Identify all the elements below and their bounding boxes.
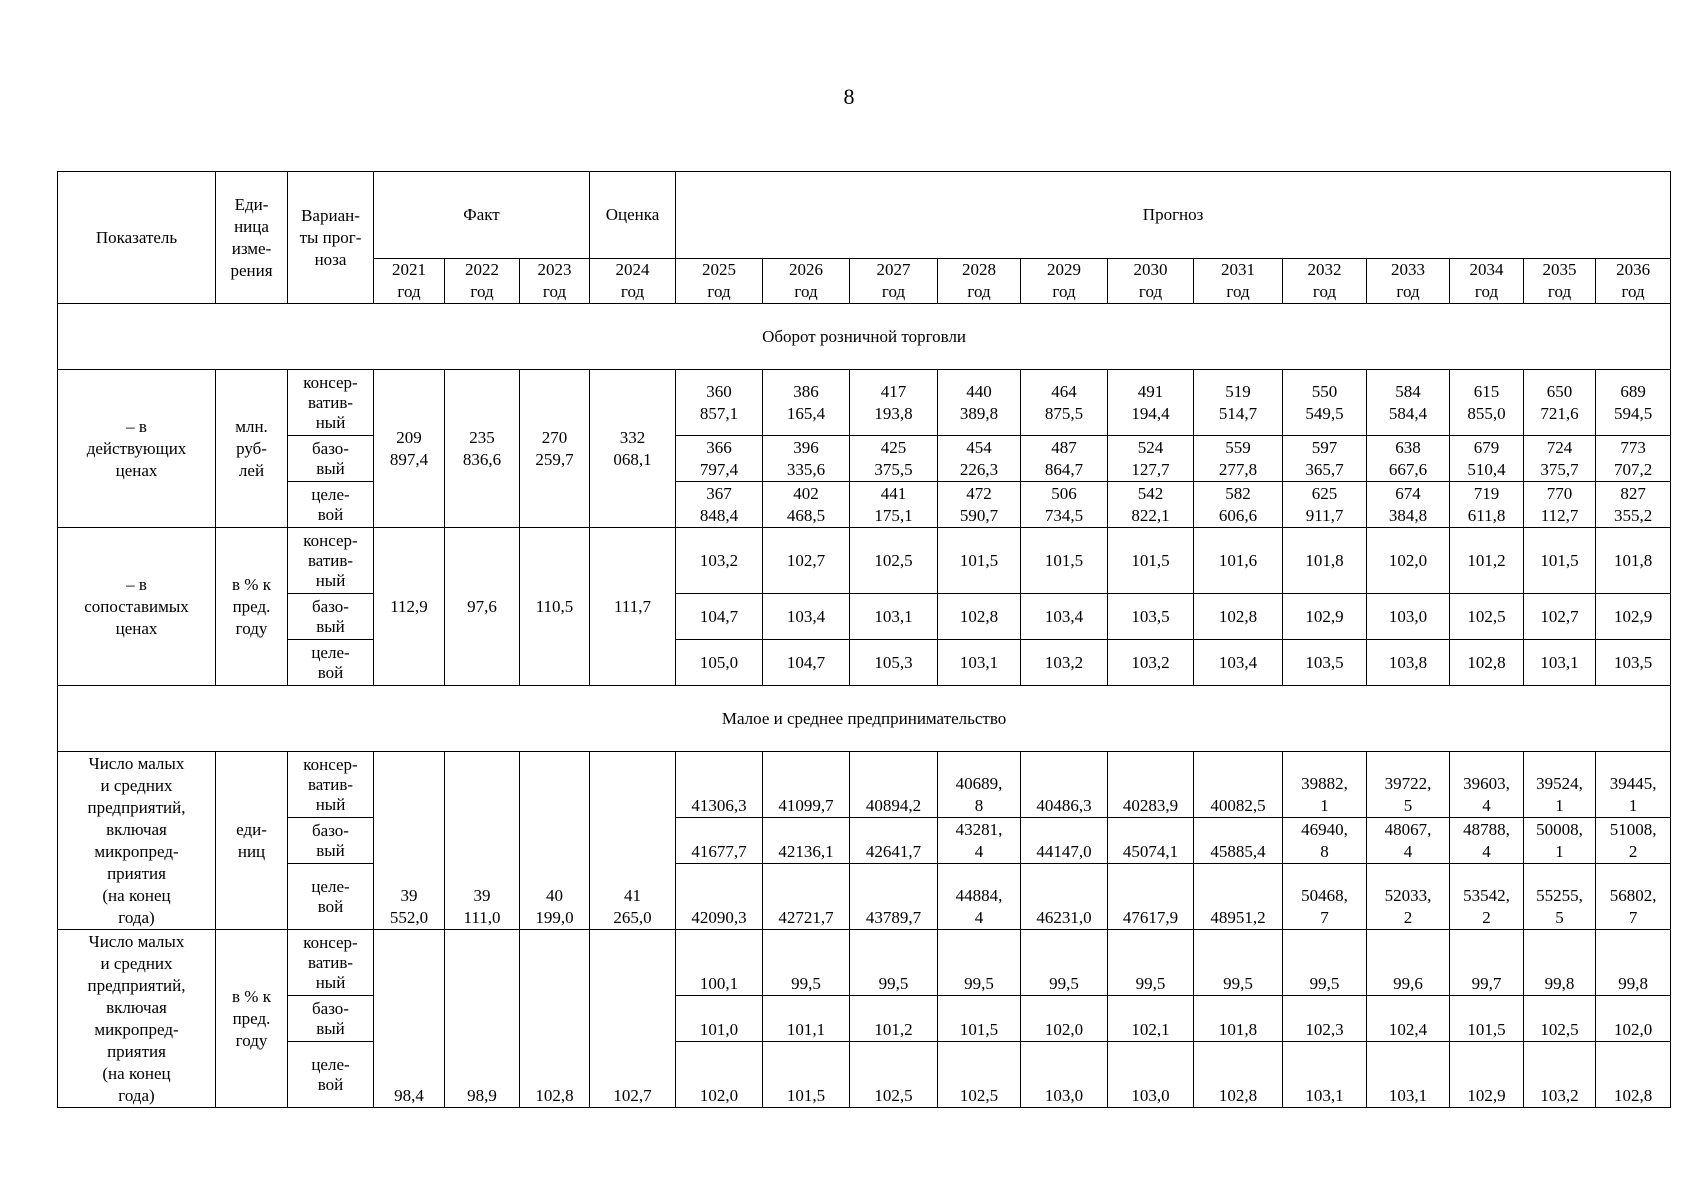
forecast-value: 101,5 bbox=[1450, 996, 1524, 1042]
forecast-value: 101,5 bbox=[938, 528, 1021, 594]
forecast-value: 625 911,7 bbox=[1283, 482, 1367, 528]
variant-label: базо- вый bbox=[288, 818, 374, 864]
forecast-value: 102,0 bbox=[1367, 528, 1450, 594]
forecast-value: 103,1 bbox=[1367, 1042, 1450, 1108]
forecast-value: 101,5 bbox=[938, 996, 1021, 1042]
forecast-value: 103,5 bbox=[1283, 640, 1367, 686]
history-value: 332 068,1 bbox=[590, 370, 676, 528]
forecast-value: 101,8 bbox=[1596, 528, 1671, 594]
forecast-value: 101,8 bbox=[1283, 528, 1367, 594]
history-value: 98,9 bbox=[445, 930, 520, 1108]
forecast-value: 101,5 bbox=[1021, 528, 1108, 594]
header-year: 2021 год bbox=[374, 259, 445, 304]
forecast-value: 101,5 bbox=[1524, 528, 1596, 594]
forecast-value: 48067, 4 bbox=[1367, 818, 1450, 864]
forecast-value: 99,7 bbox=[1450, 930, 1524, 996]
unit-label: в % к пред. году bbox=[216, 528, 288, 686]
header-year: 2030 год bbox=[1108, 259, 1194, 304]
forecast-value: 827 355,2 bbox=[1596, 482, 1671, 528]
history-value: 235 836,6 bbox=[445, 370, 520, 528]
history-value: 39 111,0 bbox=[445, 752, 520, 930]
forecast-value: 102,9 bbox=[1283, 594, 1367, 640]
header-estimate: Оценка bbox=[590, 172, 676, 259]
header-year: 2032 год bbox=[1283, 259, 1367, 304]
forecast-value: 102,5 bbox=[850, 528, 938, 594]
forecast-value: 101,0 bbox=[676, 996, 763, 1042]
forecast-value: 425 375,5 bbox=[850, 436, 938, 482]
forecast-value: 102,8 bbox=[1450, 640, 1524, 686]
page-number: 8 bbox=[843, 84, 855, 109]
forecast-value: 102,7 bbox=[1524, 594, 1596, 640]
table-row bbox=[58, 528, 1671, 594]
forecast-value: 46231,0 bbox=[1021, 864, 1108, 930]
forecast-value: 367 848,4 bbox=[676, 482, 763, 528]
forecast-value: 770 112,7 bbox=[1524, 482, 1596, 528]
forecast-value: 103,0 bbox=[1367, 594, 1450, 640]
forecast-value: 99,5 bbox=[1283, 930, 1367, 996]
header-forecast: Прогноз bbox=[676, 172, 1671, 259]
forecast-value: 386 165,4 bbox=[763, 370, 850, 436]
forecast-value: 102,8 bbox=[1194, 594, 1283, 640]
table-row bbox=[58, 482, 1671, 528]
forecast-value: 674 384,8 bbox=[1367, 482, 1450, 528]
forecast-value: 464 875,5 bbox=[1021, 370, 1108, 436]
history-value: 111,7 bbox=[590, 528, 676, 686]
history-value: 102,7 bbox=[590, 930, 676, 1108]
forecast-value: 42721,7 bbox=[763, 864, 850, 930]
forecast-value: 550 549,5 bbox=[1283, 370, 1367, 436]
history-value: 112,9 bbox=[374, 528, 445, 686]
forecast-value: 101,2 bbox=[1450, 528, 1524, 594]
forecast-value: 454 226,3 bbox=[938, 436, 1021, 482]
history-value: 98,4 bbox=[374, 930, 445, 1108]
table-row bbox=[58, 436, 1671, 482]
forecast-value: 724 375,7 bbox=[1524, 436, 1596, 482]
variant-label: консер- ватив- ный bbox=[288, 370, 374, 436]
history-value: 102,8 bbox=[520, 930, 590, 1108]
variant-label: базо- вый bbox=[288, 996, 374, 1042]
table-row bbox=[58, 930, 1671, 996]
forecast-value: 99,5 bbox=[938, 930, 1021, 996]
forecast-value: 40894,2 bbox=[850, 752, 938, 818]
header-year: 2026 год bbox=[763, 259, 850, 304]
forecast-value: 103,0 bbox=[1021, 1042, 1108, 1108]
forecast-value: 99,5 bbox=[1194, 930, 1283, 996]
forecast-value: 101,1 bbox=[763, 996, 850, 1042]
header-year: 2034 год bbox=[1450, 259, 1524, 304]
forecast-value: 506 734,5 bbox=[1021, 482, 1108, 528]
indicator-label: – в сопоставимых ценах bbox=[58, 528, 216, 686]
forecast-table bbox=[57, 171, 1671, 1108]
forecast-value: 103,8 bbox=[1367, 640, 1450, 686]
forecast-value: 40283,9 bbox=[1108, 752, 1194, 818]
header-year: 2035 год bbox=[1524, 259, 1596, 304]
forecast-value: 487 864,7 bbox=[1021, 436, 1108, 482]
history-value: 209 897,4 bbox=[374, 370, 445, 528]
forecast-value: 103,2 bbox=[1021, 640, 1108, 686]
forecast-value: 99,6 bbox=[1367, 930, 1450, 996]
forecast-value: 103,4 bbox=[1194, 640, 1283, 686]
section-title: Малое и среднее предпринимательство bbox=[58, 686, 1671, 752]
variant-label: базо- вый bbox=[288, 436, 374, 482]
forecast-value: 41306,3 bbox=[676, 752, 763, 818]
header-year: 2031 год bbox=[1194, 259, 1283, 304]
forecast-value: 615 855,0 bbox=[1450, 370, 1524, 436]
forecast-value: 42641,7 bbox=[850, 818, 938, 864]
indicator-label: – в действующих ценах bbox=[58, 370, 216, 528]
forecast-value: 47617,9 bbox=[1108, 864, 1194, 930]
forecast-value: 103,1 bbox=[1283, 1042, 1367, 1108]
variant-label: базо- вый bbox=[288, 594, 374, 640]
header-unit: Еди- ница изме- рения bbox=[216, 172, 288, 304]
header-year: 2025 год bbox=[676, 259, 763, 304]
forecast-value: 103,4 bbox=[1021, 594, 1108, 640]
forecast-value: 99,5 bbox=[1021, 930, 1108, 996]
forecast-value: 103,2 bbox=[1524, 1042, 1596, 1108]
forecast-value: 102,5 bbox=[850, 1042, 938, 1108]
forecast-value: 102,8 bbox=[1194, 1042, 1283, 1108]
forecast-value: 39524, 1 bbox=[1524, 752, 1596, 818]
forecast-value: 40689, 8 bbox=[938, 752, 1021, 818]
forecast-value: 104,7 bbox=[763, 640, 850, 686]
history-value: 39 552,0 bbox=[374, 752, 445, 930]
header-year: 2028 год bbox=[938, 259, 1021, 304]
history-value: 41 265,0 bbox=[590, 752, 676, 930]
forecast-value: 99,5 bbox=[1108, 930, 1194, 996]
forecast-value: 102,8 bbox=[1596, 1042, 1671, 1108]
forecast-value: 103,4 bbox=[763, 594, 850, 640]
forecast-value: 396 335,6 bbox=[763, 436, 850, 482]
forecast-value: 102,5 bbox=[1524, 996, 1596, 1042]
forecast-value: 45074,1 bbox=[1108, 818, 1194, 864]
forecast-value: 42136,1 bbox=[763, 818, 850, 864]
header-year: 2033 год bbox=[1367, 259, 1450, 304]
forecast-value: 102,0 bbox=[1596, 996, 1671, 1042]
indicator-label: Число малых и средних предприятий, включая микропред- приятия (на конец года) bbox=[58, 752, 216, 930]
forecast-value: 45885,4 bbox=[1194, 818, 1283, 864]
forecast-value: 50008, 1 bbox=[1524, 818, 1596, 864]
forecast-value: 102,8 bbox=[938, 594, 1021, 640]
variant-label: консер- ватив- ный bbox=[288, 752, 374, 818]
forecast-value: 584 584,4 bbox=[1367, 370, 1450, 436]
forecast-value: 50468, 7 bbox=[1283, 864, 1367, 930]
forecast-value: 48788, 4 bbox=[1450, 818, 1524, 864]
forecast-value: 105,0 bbox=[676, 640, 763, 686]
header-year: 2029 год bbox=[1021, 259, 1108, 304]
forecast-value: 103,1 bbox=[1524, 640, 1596, 686]
forecast-value: 417 193,8 bbox=[850, 370, 938, 436]
table-row bbox=[58, 640, 1671, 686]
forecast-value: 440 389,8 bbox=[938, 370, 1021, 436]
variant-label: целе- вой bbox=[288, 864, 374, 930]
forecast-value: 39722, 5 bbox=[1367, 752, 1450, 818]
forecast-value: 102,0 bbox=[676, 1042, 763, 1108]
forecast-value: 99,8 bbox=[1524, 930, 1596, 996]
forecast-value: 491 194,4 bbox=[1108, 370, 1194, 436]
forecast-value: 55255, 5 bbox=[1524, 864, 1596, 930]
forecast-value: 103,2 bbox=[1108, 640, 1194, 686]
forecast-value: 102,9 bbox=[1596, 594, 1671, 640]
table-row bbox=[58, 304, 1671, 370]
forecast-value: 104,7 bbox=[676, 594, 763, 640]
history-value: 270 259,7 bbox=[520, 370, 590, 528]
forecast-value: 679 510,4 bbox=[1450, 436, 1524, 482]
forecast-value: 101,2 bbox=[850, 996, 938, 1042]
forecast-value: 52033, 2 bbox=[1367, 864, 1450, 930]
forecast-value: 101,6 bbox=[1194, 528, 1283, 594]
forecast-value: 44147,0 bbox=[1021, 818, 1108, 864]
forecast-value: 46940, 8 bbox=[1283, 818, 1367, 864]
header-year: 2024 год bbox=[590, 259, 676, 304]
variant-label: целе- вой bbox=[288, 1042, 374, 1108]
forecast-value: 650 721,6 bbox=[1524, 370, 1596, 436]
forecast-value: 102,3 bbox=[1283, 996, 1367, 1042]
forecast-value: 103,5 bbox=[1108, 594, 1194, 640]
forecast-value: 99,5 bbox=[763, 930, 850, 996]
forecast-value: 44884, 4 bbox=[938, 864, 1021, 930]
header-indicator: Показатель bbox=[58, 172, 216, 304]
forecast-value: 53542, 2 bbox=[1450, 864, 1524, 930]
header-year: 2027 год bbox=[850, 259, 938, 304]
forecast-value: 773 707,2 bbox=[1596, 436, 1671, 482]
forecast-value: 39603, 4 bbox=[1450, 752, 1524, 818]
forecast-value: 472 590,7 bbox=[938, 482, 1021, 528]
history-value: 110,5 bbox=[520, 528, 590, 686]
forecast-value: 102,5 bbox=[938, 1042, 1021, 1108]
forecast-value: 105,3 bbox=[850, 640, 938, 686]
variant-label: целе- вой bbox=[288, 640, 374, 686]
table-row bbox=[58, 996, 1671, 1042]
variant-label: консер- ватив- ный bbox=[288, 528, 374, 594]
variant-label: консер- ватив- ный bbox=[288, 930, 374, 996]
table-row bbox=[58, 594, 1671, 640]
forecast-value: 103,2 bbox=[676, 528, 763, 594]
forecast-value: 39882, 1 bbox=[1283, 752, 1367, 818]
forecast-value: 99,8 bbox=[1596, 930, 1671, 996]
forecast-value: 103,1 bbox=[850, 594, 938, 640]
indicator-label: Число малых и средних предприятий, включая микропред- приятия (на конец года) bbox=[58, 930, 216, 1108]
forecast-value: 101,5 bbox=[763, 1042, 850, 1108]
forecast-value: 366 797,4 bbox=[676, 436, 763, 482]
forecast-value: 51008, 2 bbox=[1596, 818, 1671, 864]
forecast-value: 542 822,1 bbox=[1108, 482, 1194, 528]
forecast-value: 40486,3 bbox=[1021, 752, 1108, 818]
forecast-value: 402 468,5 bbox=[763, 482, 850, 528]
forecast-value: 582 606,6 bbox=[1194, 482, 1283, 528]
table-row bbox=[58, 752, 1671, 818]
forecast-value: 40082,5 bbox=[1194, 752, 1283, 818]
forecast-value: 638 667,6 bbox=[1367, 436, 1450, 482]
table-row bbox=[58, 686, 1671, 752]
unit-label: в % к пред. году bbox=[216, 930, 288, 1108]
unit-label: еди- ниц bbox=[216, 752, 288, 930]
forecast-value: 43281, 4 bbox=[938, 818, 1021, 864]
forecast-value: 597 365,7 bbox=[1283, 436, 1367, 482]
table-row bbox=[58, 864, 1671, 930]
forecast-value: 689 594,5 bbox=[1596, 370, 1671, 436]
header-fact: Факт bbox=[374, 172, 590, 259]
unit-label: млн. руб- лей bbox=[216, 370, 288, 528]
forecast-value: 103,5 bbox=[1596, 640, 1671, 686]
forecast-value: 56802, 7 bbox=[1596, 864, 1671, 930]
forecast-value: 559 277,8 bbox=[1194, 436, 1283, 482]
forecast-value: 102,7 bbox=[763, 528, 850, 594]
section-title: Оборот розничной торговли bbox=[58, 304, 1671, 370]
variant-label: целе- вой bbox=[288, 482, 374, 528]
history-value: 40 199,0 bbox=[520, 752, 590, 930]
forecast-value: 102,9 bbox=[1450, 1042, 1524, 1108]
forecast-value: 102,1 bbox=[1108, 996, 1194, 1042]
forecast-value: 360 857,1 bbox=[676, 370, 763, 436]
forecast-value: 102,5 bbox=[1450, 594, 1524, 640]
forecast-value: 42090,3 bbox=[676, 864, 763, 930]
forecast-value: 39445, 1 bbox=[1596, 752, 1671, 818]
forecast-value: 719 611,8 bbox=[1450, 482, 1524, 528]
forecast-value: 41677,7 bbox=[676, 818, 763, 864]
header-year: 2023 год bbox=[520, 259, 590, 304]
forecast-value: 43789,7 bbox=[850, 864, 938, 930]
table-row bbox=[58, 370, 1671, 436]
table-row bbox=[58, 172, 1671, 259]
history-value: 97,6 bbox=[445, 528, 520, 686]
forecast-value: 101,5 bbox=[1108, 528, 1194, 594]
forecast-value: 48951,2 bbox=[1194, 864, 1283, 930]
header-variant: Вариан- ты прог- ноза bbox=[288, 172, 374, 304]
forecast-value: 102,4 bbox=[1367, 996, 1450, 1042]
header-year: 2022 год bbox=[445, 259, 520, 304]
forecast-value: 102,0 bbox=[1021, 996, 1108, 1042]
forecast-value: 441 175,1 bbox=[850, 482, 938, 528]
forecast-value: 99,5 bbox=[850, 930, 938, 996]
forecast-value: 524 127,7 bbox=[1108, 436, 1194, 482]
forecast-value: 41099,7 bbox=[763, 752, 850, 818]
forecast-value: 100,1 bbox=[676, 930, 763, 996]
table-row bbox=[58, 1042, 1671, 1108]
header-year: 2036 год bbox=[1596, 259, 1671, 304]
forecast-value: 103,1 bbox=[938, 640, 1021, 686]
forecast-value: 101,8 bbox=[1194, 996, 1283, 1042]
forecast-value: 103,0 bbox=[1108, 1042, 1194, 1108]
table-row bbox=[58, 818, 1671, 864]
forecast-value: 519 514,7 bbox=[1194, 370, 1283, 436]
